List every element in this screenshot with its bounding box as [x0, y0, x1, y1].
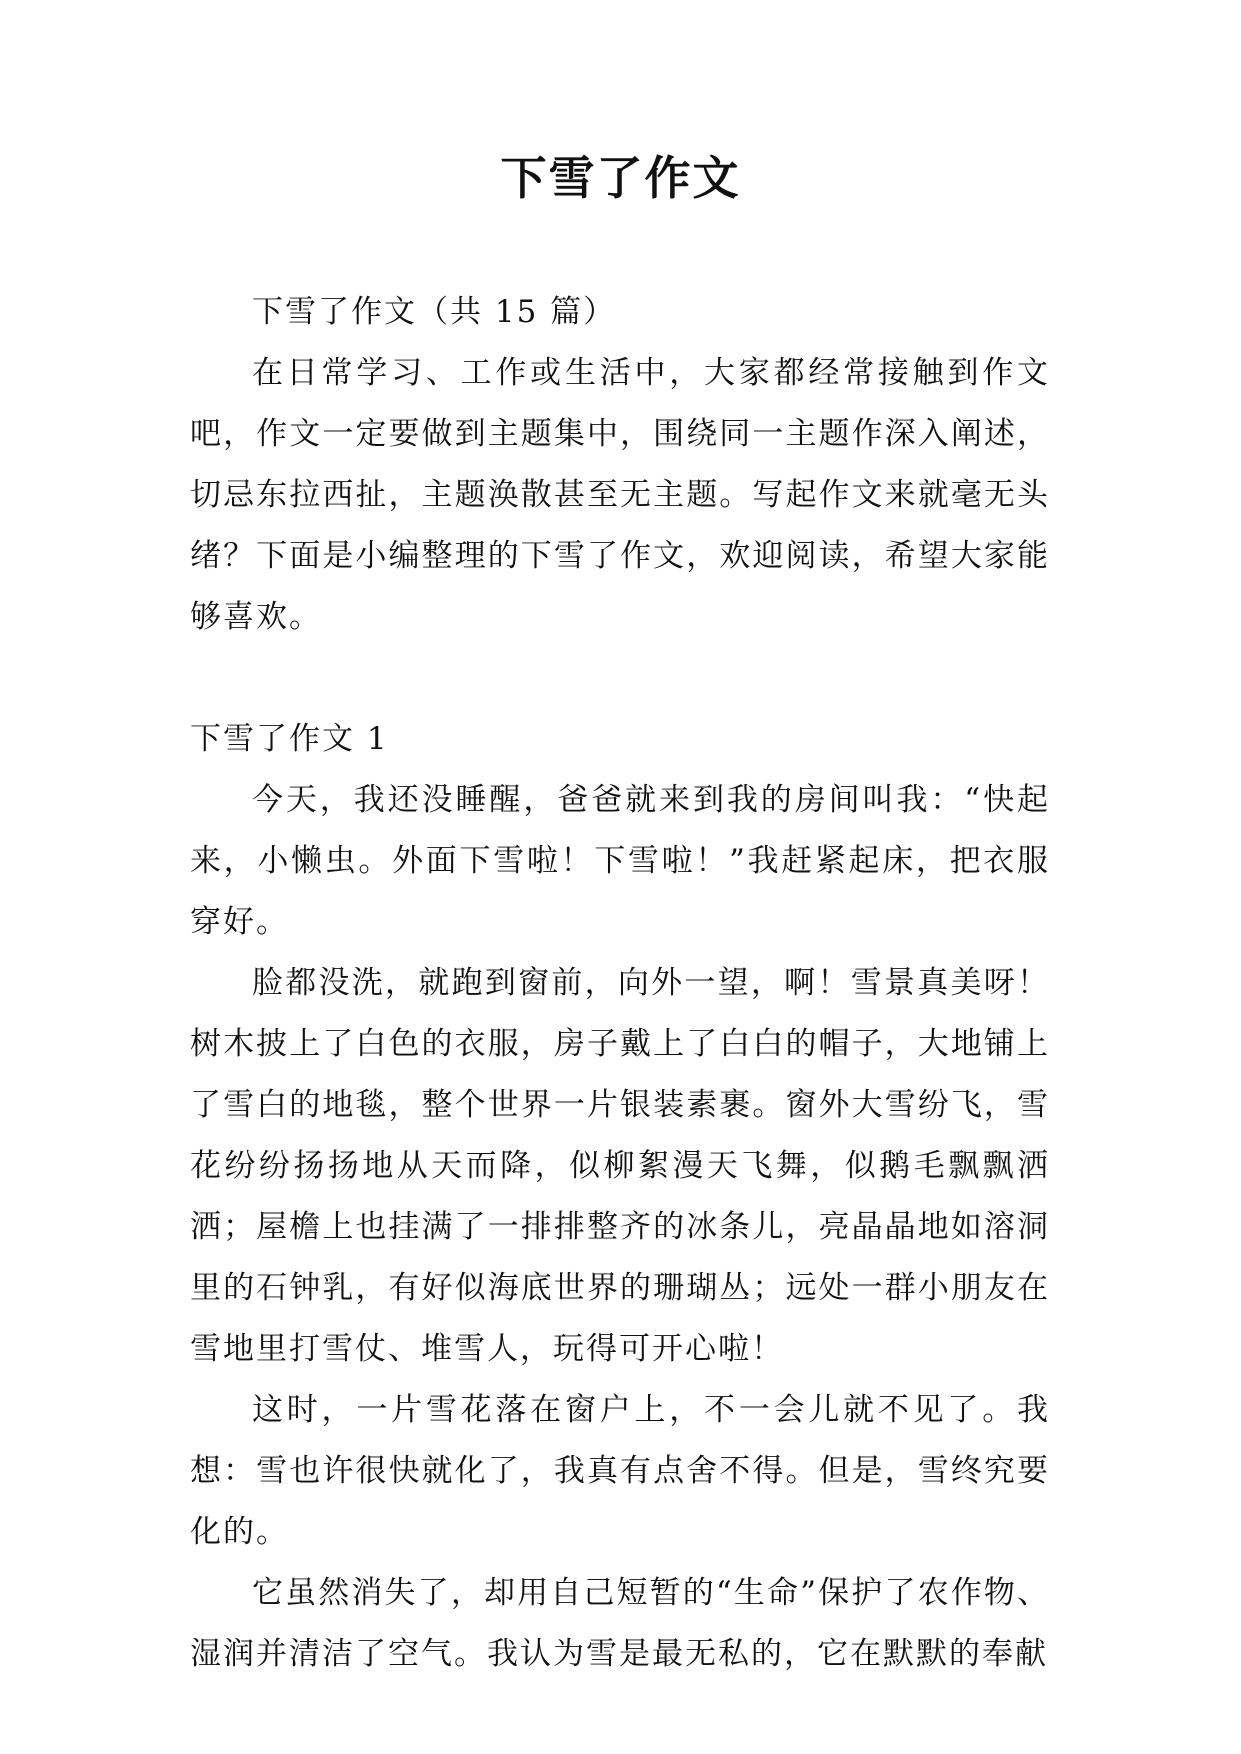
intro-paragraph: 在日常学习、工作或生活中，大家都经常接触到作文吧，作文一定要做到主题集中，围绕同一主题作深入阐述，切忌东拉西扯，主题涣散甚至无主题。写起作文来就毫无头绪？下面是小编整理的下雪了作文，欢迎阅读，希望大家能够喜欢。	[190, 355, 1050, 635]
intro-heading-line: 下雪了作文（共 15 篇）	[252, 294, 617, 330]
essay-paragraph: 脸都没洗，就跑到窗前，向外一望，啊！雪景真美呀！树木披上了白色的衣服，房子戴上了白白的帽子，大地铺上了雪白的地毯，整个世界一片银装素裹。窗外大雪纷飞，雪花纷纷扬扬地从天而降，似柳絮漫天飞舞，似鹅毛飘飘洒洒；屋檐上也挂满了一排排整齐的冰条儿，亮晶晶地如溶洞里的石钟乳，有好似海底世界的珊瑚丛；远处一群小朋友在雪地里打雪仗、堆雪人，玩得可开心啦！	[190, 965, 1050, 1367]
essay-subtitle: 下雪了作文 1	[190, 721, 389, 757]
essay-paragraph: 今天，我还没睡醒，爸爸就来到我的房间叫我：“快起来，小懒虫。外面下雪啦！下雪啦！”我赶紧起床，把衣服穿好。	[190, 782, 1050, 940]
essay-paragraph: 它虽然消失了，却用自己短暂的“生命”保护了农作物、湿润并清洁了空气。我认为雪是最无私的，它在默默的奉献	[190, 1575, 1050, 1672]
document-body	[190, 282, 1050, 1685]
document-title: 下雪了作文	[500, 151, 741, 205]
section-spacer	[190, 648, 1050, 709]
essay-paragraph: 这时，一片雪花落在窗户上，不一会儿就不见了。我想：雪也许很快就化了，我真有点舍不得。但是，雪终究要化的。	[190, 1392, 1050, 1550]
